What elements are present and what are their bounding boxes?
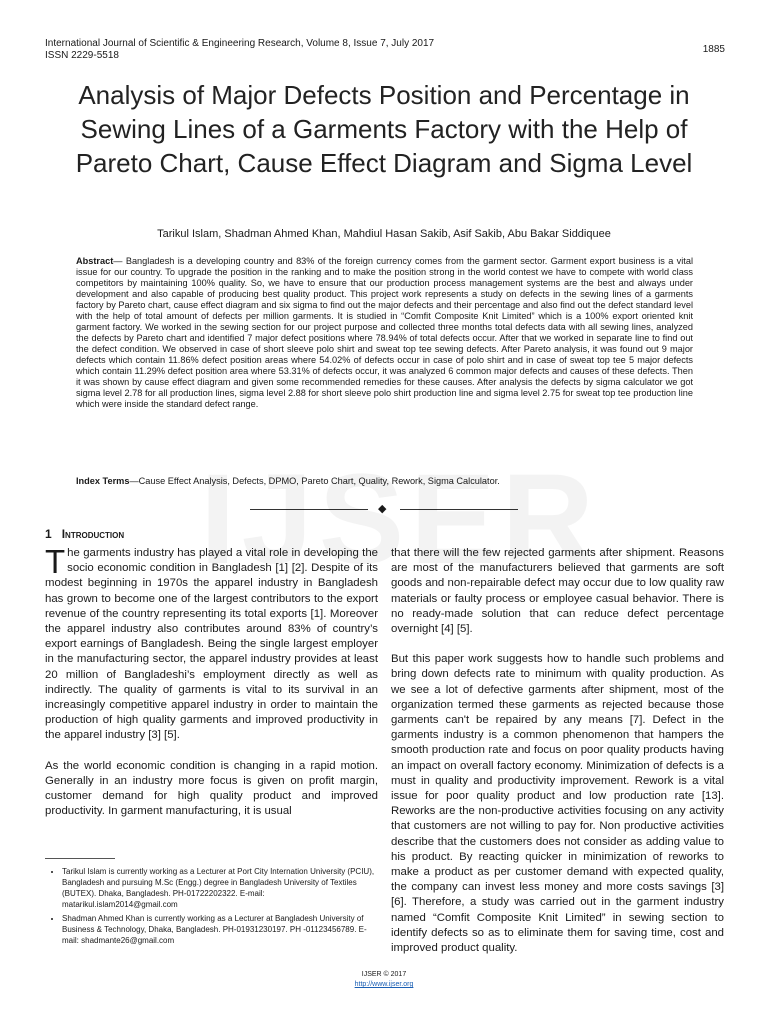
section-number: 1 (45, 527, 52, 541)
section-heading (45, 527, 124, 541)
journal-link[interactable]: http://www.ijser.org (354, 981, 414, 988)
drop-cap: T (45, 543, 66, 580)
abstract (76, 256, 693, 410)
intro-paragraph-1-text: he garments industry has played a vital role in developing the socio economic condition in Bangladesh [1] [2]. Despite of its modest beginning in 1970s the apparel industry in Bangladesh has grown to become one of the largest contributors to the export revenue of the country representing its total exports [1]. Moreover the apparel industry also contributes around 83% of country’s export earnings of Bangladesh. Being the single largest employer in the manufacturing sector, the apparel industry provides at least 20 million of Bangladeshi’s employment directly as well as indirectly. The quality of garments is vital to its survival in an increasingly competitive apparel industry in order to maintain the production of high quality garments and improved productivity in the apparel industry [3] [5]. (45, 547, 378, 742)
index-terms-label: Index Terms (76, 476, 130, 486)
intro-paragraph-4: But this paper work suggests how to handle such problems and bring down defects rate to minimum with quality production. As we see a lot of defective garments after shipment, most of the organization termed these garments as rejected because those garments can't be repaired by any means [7]. Defect in the garments industry is a common phenomenon that hampers the smooth production rate and focus on poor quality products having an impact on overall factory economy. Minimization of defects is a must in quality and productivity improvement. Rework is a vital issue for poor quality product and low production rate [13]. Reworks are the non-productive activities focusing on any activity that customers are not willing to pay for. Non productive activities describe that the customers does not consider as adding value to his product. By reacting quicker in minimization of reworks to make a product as per customer demand with expected quality, the company can invest less money and more costs savings [3][6]. Therefore, a study was carried out in the garment industry named “Comfit Composite Knit Limited” in sewing section to identify defects so as to eliminate them for saving time, cost and improved product quality. (391, 653, 724, 955)
footnote-1: • Tarikul Islam is currently working as a Lecturer at Port City Internation University (PCIU), Bangladesh and pursuing M.Sc (Engg.) degree in Bangladesh University of Textiles (BUTEX). Dhaka, Bangladesh. PH-01722202322. E-mail: matarikul.islam2014@gmail.com (62, 866, 382, 910)
footnote-2: • Shadman Ahmed Khan is currently working as a Lecturer at Bangladesh University of Business & Technology, Dhaka, Bangladesh. PH-01931230197. PH -01123456789. E-mail: shadmante26@gmail.com (62, 913, 382, 946)
page-number: 1885 (702, 44, 725, 55)
left-column (45, 543, 378, 819)
page-footer (0, 970, 768, 990)
right-column (391, 546, 724, 956)
copyright: IJSER © 2017 (361, 971, 407, 978)
diamond-icon: ◆ (378, 503, 387, 515)
issn-line: ISSN 2229-5518 (45, 50, 119, 61)
footnotes (52, 866, 382, 949)
intro-paragraph-1 (45, 543, 378, 744)
footnote-rule (45, 858, 115, 859)
abstract-text: — Bangladesh is a developing country and 83% of the foreign currency comes from the garment sector. Garment export business is a vital issue for our country. To upgrade the position in the ranking and to make the position strong in the world contest we have to compete with world class competitors by maintaining 100% quality. So, we have to ensure that our production process management systems are the best and always under development and also capable of producing best quality product. This project work represents a study on defects in the sewing lines of a garments factory by Pareto chart, cause effect diagram and six sigma to find out the major defects and their percentage and also find out the defect standard level with the help of total amount of defects per million garments. It is studied in “Comfit Composite Knit Limited” which is a 100% export oriented knit garment factory. We worked in the sewing section for our project purpose and collected three months total defects data with all sewing lines, analyzed the defects by Pareto chart and identified 7 major defect positions where 78.94% of total defects occur. After that we worked in separate line to find out the defect condition. We observed in case of short sleeve polo shirt and sweat top tee sewing defects. After Pareto analysis, it was found out 9 major defects which contain 11.86% defect position areas where 54.02% of defects occur in case of polo shirt and in case of sweat top tee 5 major defects which contain 11.29% defect position area where 53.31% of defects occur, it was analyzed 6 common major defects and causes of these defects. Then it was shown by cause effect diagram and given some recommended remedies for these causes. After analysis the defects by sigma calculator we got sigma level 2.78 for all production lines, sigma level 2.88 for short sleeve polo shirt production line and sigma level 2.75 for sweat top tee production line which were inside the standard defect range. (76, 256, 693, 409)
running-header (45, 38, 434, 62)
intro-paragraph-2: As the world economic condition is changing in a rapid motion. Generally in an industry more focus is given on profit margin, customer demand for high quality product and improved productivity. In garment manufacturing, it is usual (45, 759, 378, 818)
section-title: Introduction (61, 527, 125, 541)
index-terms-text: —Cause Effect Analysis, Defects, DPMO, Pareto Chart, Quality, Rework, Sigma Calculator. (129, 476, 500, 486)
abstract-label: Abstract (76, 256, 114, 266)
author-list: Tarikul Islam, Shadman Ahmed Khan, Mahdiul Hasan Sakib, Asif Sakib, Abu Bakar Siddiquee (157, 228, 611, 240)
journal-line: International Journal of Scientific & Engineering Research, Volume 8, Issue 7, July 2017 (45, 38, 435, 49)
paper-title: Analysis of Major Defects Position and Percentage in Sewing Lines of a Garments Factory with the Help of Pareto Chart, Cause Effect Diagram and Sigma Level (75, 80, 693, 178)
intro-paragraph-3: that there will the few rejected garments after shipment. Reasons are most of the manufacturers believed that garments are soft goods and non-repairable defect may occur due to low quality raw materials or faulty process or employee casual behavior. There is no ready-made solution that can reduce defect percentage overnight [4] [5]. (391, 547, 724, 636)
